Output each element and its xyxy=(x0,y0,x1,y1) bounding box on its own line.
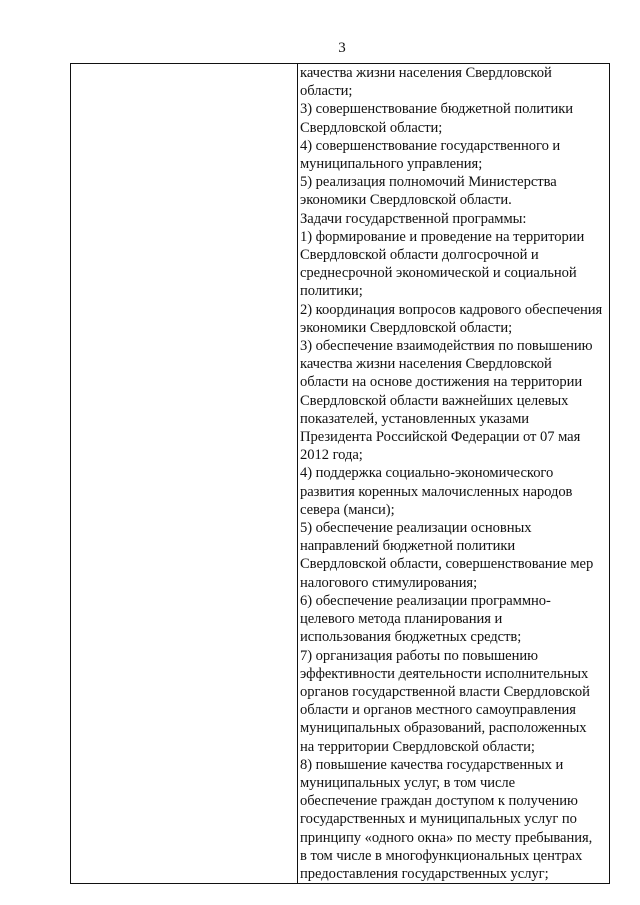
table-cell-content xyxy=(298,64,610,884)
text-line: Свердловской области, совершенствование мер xyxy=(300,556,594,573)
text-line: Свердловской области; xyxy=(300,119,443,136)
text-line: 5) реализация полномочий Министерства xyxy=(300,174,557,191)
text-line: экономики Свердловской области; xyxy=(300,319,513,336)
text-line: 3) обеспечение взаимодействия по повышению xyxy=(300,338,593,355)
text-line: на территории Свердловской области; xyxy=(300,738,535,755)
text-line: муниципальных образований, расположенных xyxy=(300,720,587,737)
text-line: государственных и муниципальных услуг по xyxy=(300,811,577,828)
text-line: 1) формирование и проведение на территории xyxy=(300,228,585,245)
text-line: 8) повышение качества государственных и xyxy=(300,756,564,773)
text-line: обеспечение граждан доступом к получению xyxy=(300,793,578,810)
text-line: области на основе достижения на территории xyxy=(300,374,583,391)
text-line: качества жизни населения Свердловской xyxy=(300,65,552,81)
text-line: развития коренных малочисленных народов xyxy=(300,483,573,500)
text-line: 5) обеспечение реализации основных xyxy=(300,520,532,537)
page-number: 3 xyxy=(338,40,346,56)
table-row xyxy=(71,64,610,884)
text-line: муниципального управления; xyxy=(300,156,483,173)
text-line: целевого метода планирования и xyxy=(300,611,503,628)
text-line: 2012 года; xyxy=(300,447,363,464)
text-line: принципу «одного окна» по месту пребывания, xyxy=(300,829,593,846)
text-line: 3) совершенствование бюджетной политики xyxy=(300,101,574,118)
text-line: 6) обеспечение реализации программно- xyxy=(300,592,551,609)
text-line: области и органов местного самоуправления xyxy=(300,702,576,719)
text-line: 4) совершенствование государственного и xyxy=(300,137,561,154)
program-table xyxy=(70,63,610,884)
text-line: Президента Российской Федерации от 07 мая xyxy=(300,429,581,446)
content-text-block xyxy=(300,64,606,883)
table-cell-label xyxy=(71,64,298,884)
text-line: органов государственной власти Свердловской xyxy=(300,683,590,700)
text-line: политики; xyxy=(300,283,363,300)
text-line: в том числе в многофункциональных центрах xyxy=(300,847,583,864)
text-line: области; xyxy=(300,83,353,100)
text-line: севера (манси); xyxy=(300,501,395,518)
text-line: качества жизни населения Свердловской xyxy=(300,356,552,373)
text-line: налогового стимулирования; xyxy=(300,574,478,591)
text-line: Задачи государственной программы: xyxy=(300,210,527,227)
text-line: экономики Свердловской области. xyxy=(300,192,512,209)
text-line: 2) координация вопросов кадрового обеспечения xyxy=(300,301,603,318)
text-line: среднесрочной экономической и социальной xyxy=(300,265,577,282)
text-line: Свердловской области важнейших целевых xyxy=(300,392,569,409)
text-line: 4) поддержка социально-экономического xyxy=(300,465,554,482)
text-line: показателей, установленных указами xyxy=(300,410,530,427)
text-line: Свердловской области долгосрочной и xyxy=(300,247,539,264)
text-line: использования бюджетных средств; xyxy=(300,629,522,646)
text-line: направлений бюджетной политики xyxy=(300,538,516,555)
text-line: 7) организация работы по повышению xyxy=(300,647,538,664)
text-line: муниципальных услуг, в том числе xyxy=(300,774,516,791)
text-line: предоставления государственных услуг; xyxy=(300,865,549,882)
text-line: эффективности деятельности исполнительных xyxy=(300,665,589,682)
